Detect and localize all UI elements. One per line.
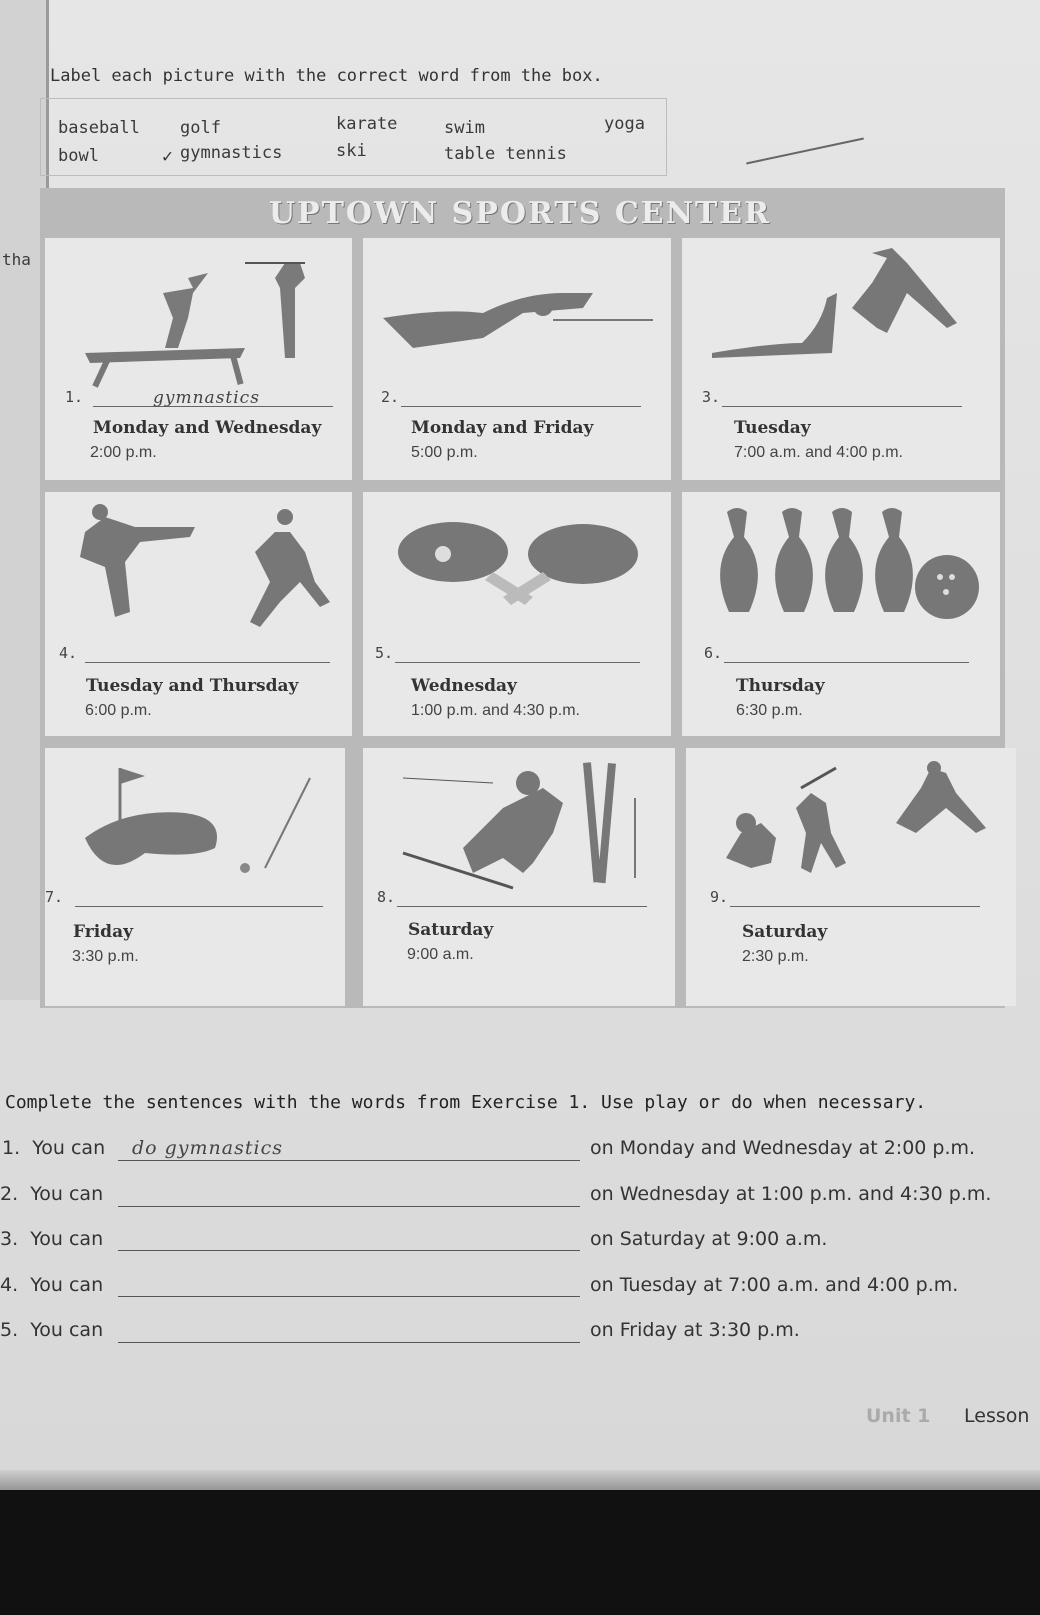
sentence-rest: on Saturday at 9:00 a.m. <box>590 1228 828 1250</box>
answer-line <box>722 406 962 407</box>
sentence-number: 1. <box>2 1137 21 1159</box>
schedule-time: 5:00 p.m. <box>411 444 478 461</box>
answer-line <box>401 406 641 407</box>
sentence-rest: on Monday and Wednesday at 2:00 p.m. <box>590 1137 976 1159</box>
sentence-rest: on Friday at 3:30 p.m. <box>590 1319 800 1341</box>
cell-4 <box>45 492 352 736</box>
word-golf: golf <box>180 118 221 138</box>
cell-7 <box>45 748 345 1006</box>
answer-line <box>724 662 969 663</box>
answer-line <box>118 1296 580 1297</box>
cell-8 <box>363 748 675 1006</box>
sentence-lead: You can <box>32 1137 106 1159</box>
schedule-time: 2:00 p.m. <box>90 444 157 461</box>
cell-1 <box>45 238 352 480</box>
cell-number: 9. <box>710 888 729 906</box>
word-swim: swim <box>444 118 485 138</box>
sentence-2 <box>0 1183 103 1205</box>
schedule-day: Thursday <box>736 676 825 696</box>
answer-line <box>85 662 330 663</box>
sentence-5 <box>0 1319 103 1341</box>
cell-6 <box>682 492 1000 736</box>
gymnastics-icon <box>45 238 352 388</box>
sentence-4 <box>0 1274 103 1296</box>
cell-9 <box>686 748 1016 1006</box>
skier-icon <box>363 748 675 898</box>
schedule-time: 1:00 p.m. and 4:30 p.m. <box>411 702 580 719</box>
schedule-day: Tuesday <box>734 418 811 438</box>
schedule-day: Tuesday and Thursday <box>86 676 299 696</box>
karate-icon <box>45 492 352 642</box>
check-mark: ✓ <box>162 146 173 167</box>
cell-5 <box>363 492 671 736</box>
cell-number: 1. <box>65 388 84 406</box>
answer-line <box>118 1206 580 1207</box>
sentence-answer: do gymnastics <box>132 1137 283 1159</box>
schedule-day: Friday <box>73 922 133 942</box>
dark-background <box>0 1490 1040 1615</box>
sentence-number: 5. <box>0 1319 19 1341</box>
sentence-rest: on Tuesday at 7:00 a.m. and 4:00 p.m. <box>590 1274 959 1296</box>
answer-line <box>75 906 323 907</box>
cell-2 <box>363 238 671 480</box>
cell-number: 8. <box>377 888 396 906</box>
cell-number: 5. <box>375 644 394 662</box>
word-ski: ski <box>336 141 367 161</box>
exercise1-instruction: Label each picture with the correct word from the box. <box>50 66 603 86</box>
sentence-1 <box>2 1137 105 1159</box>
answer-text: gymnastics <box>153 388 260 408</box>
sentence-rest: on Wednesday at 1:00 p.m. and 4:30 p.m. <box>590 1183 992 1205</box>
bowling-icon <box>682 492 1000 642</box>
yoga-icon <box>682 238 1000 388</box>
word-karate: karate <box>336 114 398 134</box>
answer-line <box>118 1250 580 1251</box>
schedule-time: 7:00 a.m. and 4:00 p.m. <box>734 444 903 461</box>
footer-unit: Unit 1 <box>866 1405 931 1427</box>
swimmer-icon <box>363 238 671 388</box>
schedule-day: Monday and Wednesday <box>93 418 322 438</box>
schedule-day: Saturday <box>408 920 494 940</box>
answer-line <box>730 906 980 907</box>
schedule-day: Monday and Friday <box>411 418 594 438</box>
sentence-3 <box>0 1228 103 1250</box>
exercise2-instruction: Complete the sentences with the words from Exercise 1. Use play or do when necessary. <box>5 1092 927 1113</box>
cell-number: 2. <box>381 388 400 406</box>
answer-line <box>118 1160 580 1161</box>
schedule-time: 6:30 p.m. <box>736 702 803 719</box>
schedule-time: 2:30 p.m. <box>742 948 809 965</box>
sentence-number: 4. <box>0 1274 19 1296</box>
word-gymnastics: gymnastics <box>180 143 283 163</box>
baseball-icon <box>686 748 1016 898</box>
word-baseball: baseball <box>58 118 140 138</box>
word-bowl: bowl <box>58 146 99 166</box>
schedule-time: 6:00 p.m. <box>85 702 152 719</box>
footer-lesson: Lesson <box>964 1405 1030 1427</box>
cell-number: 3. <box>702 388 721 406</box>
sentence-lead: You can <box>30 1319 104 1341</box>
table-tennis-icon <box>363 492 671 642</box>
sentence-lead: You can <box>30 1228 104 1250</box>
cell-number: 6. <box>704 644 723 662</box>
word-yoga: yoga <box>604 114 645 134</box>
schedule-time: 3:30 p.m. <box>72 948 139 965</box>
answer-line <box>397 906 647 907</box>
golf-icon <box>45 748 345 898</box>
sentence-number: 3. <box>0 1228 19 1250</box>
answer-line <box>118 1342 580 1343</box>
sentence-lead: You can <box>30 1183 104 1205</box>
sentence-number: 2. <box>0 1183 19 1205</box>
cell-number: 4. <box>59 644 78 662</box>
sentence-lead: You can <box>30 1274 104 1296</box>
answer-line <box>395 662 640 663</box>
schedule-day: Saturday <box>742 922 828 942</box>
margin-text: tha <box>2 250 31 269</box>
sports-center-title: UPTOWN SPORTS CENTER <box>268 196 772 231</box>
cell-3 <box>682 238 1000 480</box>
schedule-time: 9:00 a.m. <box>407 946 474 963</box>
cell-number: 7. <box>45 888 64 906</box>
word-table-tennis: table tennis <box>444 144 567 164</box>
schedule-day: Wednesday <box>411 676 517 696</box>
